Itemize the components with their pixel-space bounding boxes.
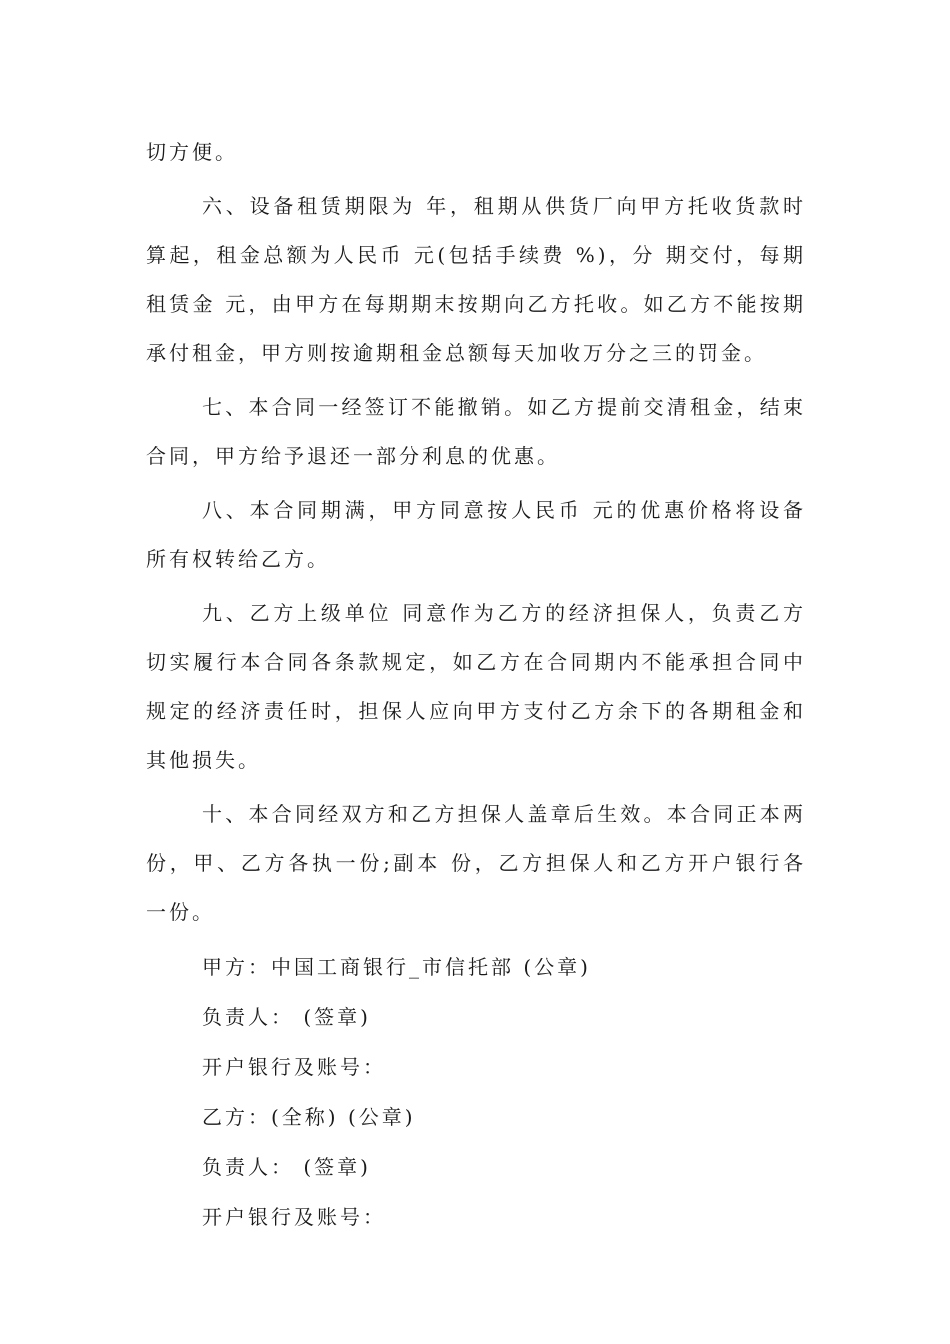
paragraph-continuation: 切方便。	[146, 140, 238, 164]
party-a-line: 甲方：中国工商银行_市信托部 (公章)	[202, 955, 591, 979]
clause-six: 六、设备租赁期限为 年，租期从供货厂向甲方托收货款时算起，租金总额为人民币 元(包括手续费 %)，分 期交付，每期租赁金 元，由甲方在每期期末按期向乙方托收。如乙方不能按期承付租金，甲方则按逾期租金总额每天加收万分之三的罚金。	[146, 194, 806, 365]
party-b-representative: 负责人： (签章)	[202, 1155, 371, 1179]
signature-block	[146, 942, 806, 1242]
clause-ten: 十、本合同经双方和乙方担保人盖章后生效。本合同正本两份，甲、乙方各执一份;副本 份，乙方担保人和乙方开户银行各一份。	[146, 802, 806, 924]
clause-seven: 七、本合同一经签订不能撤销。如乙方提前交清租金，结束合同，甲方给予退还一部分利息的优惠。	[146, 395, 806, 468]
party-b-bank-account: 开户银行及账号：	[202, 1205, 386, 1229]
party-a-representative: 负责人： (签章)	[202, 1005, 371, 1029]
party-b-line: 乙方：(全称) (公章)	[202, 1105, 416, 1129]
clause-eight: 八、本合同期满，甲方同意按人民币 元的优惠价格将设备所有权转给乙方。	[146, 498, 806, 571]
party-a-bank-account: 开户银行及账号：	[202, 1055, 386, 1079]
contract-body	[146, 128, 806, 1242]
clause-nine: 九、乙方上级单位 同意作为乙方的经济担保人，负责乙方切实履行本合同各条款规定，如乙方在合同期内不能承担合同中规定的经济责任时，担保人应向甲方支付乙方余下的各期租金和其他损失。	[146, 601, 806, 772]
